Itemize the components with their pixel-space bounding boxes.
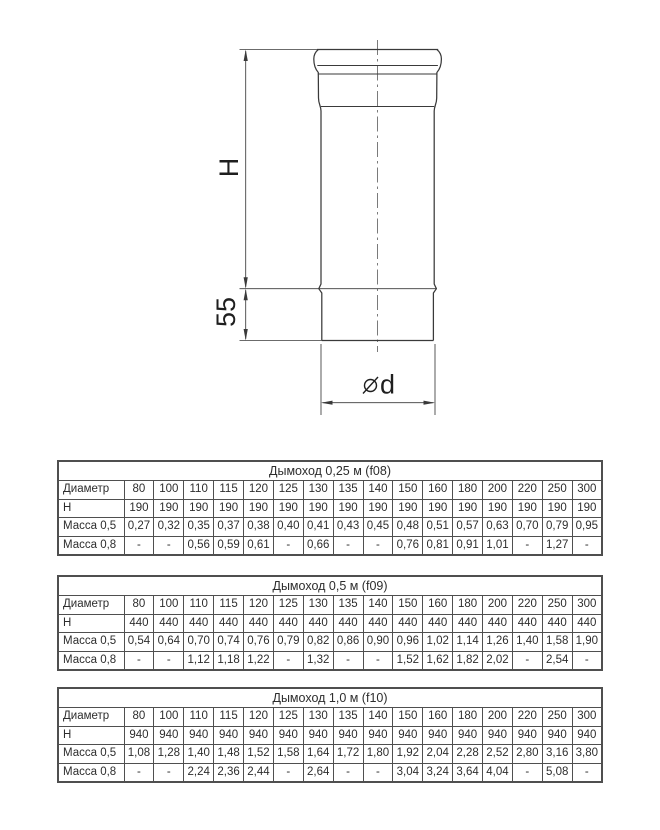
cell: 2,54 [542, 651, 572, 670]
socket-depth-dimension-label: 55 [211, 296, 241, 328]
diameter-sign-icon [363, 377, 378, 394]
arrow-right-icon [424, 401, 436, 405]
cell: - [363, 651, 393, 670]
diameter-dimension-label: d [380, 369, 396, 400]
spec-table-f09 [57, 575, 603, 671]
cell: 190 [244, 499, 274, 518]
cell: 135 [333, 708, 363, 727]
table-row [58, 518, 602, 537]
cell: 940 [333, 726, 363, 745]
row-label: Масса 0,5 [58, 518, 124, 537]
cell: 1,58 [542, 633, 572, 652]
cell: 130 [303, 596, 333, 615]
cell: - [333, 763, 363, 782]
height-dimension-label: H [214, 157, 244, 178]
cell: 3,24 [423, 763, 453, 782]
cell: 1,40 [184, 745, 214, 764]
cell: - [273, 763, 303, 782]
cell: 190 [512, 499, 542, 518]
cell: 130 [303, 708, 333, 727]
cell: 0,38 [244, 518, 274, 537]
cell: 440 [184, 614, 214, 633]
diameter-dimension [321, 370, 435, 405]
cell: 3,04 [393, 763, 423, 782]
cell: 115 [214, 481, 244, 500]
cell: 1,64 [303, 745, 333, 764]
cell: 0,48 [393, 518, 423, 537]
table-row [58, 726, 602, 745]
cell: 1,27 [542, 536, 572, 555]
cell: 1,26 [483, 633, 513, 652]
cell: 0,81 [423, 536, 453, 555]
socket-depth-dimension [211, 289, 248, 341]
cell: 0,63 [483, 518, 513, 537]
row-label: Н [58, 726, 124, 745]
cell: - [154, 763, 184, 782]
spec-table-f09-wrap [57, 575, 603, 671]
cell: 1,02 [423, 633, 453, 652]
cell: 940 [572, 726, 602, 745]
cell: 0,76 [393, 536, 423, 555]
cell: 440 [303, 614, 333, 633]
cell: 125 [273, 481, 303, 500]
cell: 100 [154, 708, 184, 727]
cell: 190 [483, 499, 513, 518]
table-title: Дымоход 0,5 м (f09) [58, 576, 602, 596]
cell: 2,44 [244, 763, 274, 782]
cell: 0,90 [363, 633, 393, 652]
cell: 115 [214, 708, 244, 727]
cell: 135 [333, 481, 363, 500]
arrow-up-icon [244, 50, 248, 62]
cell: 150 [393, 708, 423, 727]
cell: - [572, 763, 602, 782]
cell: 0,37 [214, 518, 244, 537]
cell: 190 [542, 499, 572, 518]
cell: 1,32 [303, 651, 333, 670]
cell: - [273, 536, 303, 555]
cell: 440 [423, 614, 453, 633]
cell: 940 [483, 726, 513, 745]
row-label: Масса 0,8 [58, 536, 124, 555]
cell: 150 [393, 596, 423, 615]
cell: 0,79 [542, 518, 572, 537]
row-label: Н [58, 499, 124, 518]
row-label: Масса 0,5 [58, 745, 124, 764]
cell: 160 [423, 481, 453, 500]
arrow-left-icon [321, 401, 333, 405]
cell: 200 [483, 596, 513, 615]
cell: 160 [423, 708, 453, 727]
cell: 130 [303, 481, 333, 500]
cell: 1,58 [273, 745, 303, 764]
cell: 0,82 [303, 633, 333, 652]
cell: 190 [154, 499, 184, 518]
cell: 440 [124, 614, 154, 633]
cell: 0,56 [184, 536, 214, 555]
cell: 1,82 [453, 651, 483, 670]
cell: 125 [273, 596, 303, 615]
cell: 440 [572, 614, 602, 633]
cell: 0,51 [423, 518, 453, 537]
row-label: Диаметр [58, 708, 124, 727]
cell: 2,02 [483, 651, 513, 670]
cell: 300 [572, 596, 602, 615]
cell: 0,27 [124, 518, 154, 537]
row-label: Масса 0,8 [58, 763, 124, 782]
cell: 2,24 [184, 763, 214, 782]
cell: 1,22 [244, 651, 274, 670]
cell: 1,01 [483, 536, 513, 555]
cell: 200 [483, 708, 513, 727]
table-row [58, 499, 602, 518]
cell: 2,52 [483, 745, 513, 764]
spec-table-f10-wrap [57, 687, 603, 783]
cell: 190 [124, 499, 154, 518]
cell: - [154, 651, 184, 670]
cell: 300 [572, 708, 602, 727]
cell: 190 [214, 499, 244, 518]
cell: 1,12 [184, 651, 214, 670]
cell: 100 [154, 596, 184, 615]
cell: - [572, 536, 602, 555]
cell: 440 [244, 614, 274, 633]
cell: - [512, 763, 542, 782]
cell: 80 [124, 481, 154, 500]
h-dimension [214, 50, 248, 289]
cell: - [154, 536, 184, 555]
cell: 190 [453, 499, 483, 518]
cell: 440 [542, 614, 572, 633]
cell: - [333, 536, 363, 555]
cell: 940 [244, 726, 274, 745]
cell: 440 [363, 614, 393, 633]
cell: 3,80 [572, 745, 602, 764]
cell: 160 [423, 596, 453, 615]
cell: 1,28 [154, 745, 184, 764]
cell: 940 [363, 726, 393, 745]
cell: 190 [333, 499, 363, 518]
cell: 220 [512, 596, 542, 615]
cell: 440 [273, 614, 303, 633]
cell: 0,64 [154, 633, 184, 652]
cell: 1,62 [423, 651, 453, 670]
table-row [58, 481, 602, 500]
cell: 1,52 [393, 651, 423, 670]
cell: 110 [184, 708, 214, 727]
cell: 4,04 [483, 763, 513, 782]
cell: 1,90 [572, 633, 602, 652]
cell: 940 [423, 726, 453, 745]
cell: 0,43 [333, 518, 363, 537]
cell: 940 [184, 726, 214, 745]
cell: 80 [124, 596, 154, 615]
table-row [58, 708, 602, 727]
cell: 0,59 [214, 536, 244, 555]
cell: 440 [393, 614, 423, 633]
cell: 0,61 [244, 536, 274, 555]
cell: 200 [483, 481, 513, 500]
cell: 940 [124, 726, 154, 745]
cell: 190 [393, 499, 423, 518]
cell: 1,52 [244, 745, 274, 764]
row-label: Масса 0,5 [58, 633, 124, 652]
cell: 1,14 [453, 633, 483, 652]
arrow-down-icon [244, 329, 248, 341]
cell: 0,45 [363, 518, 393, 537]
cell: 0,95 [572, 518, 602, 537]
cell: - [572, 651, 602, 670]
table-row [58, 596, 602, 615]
cell: 150 [393, 481, 423, 500]
table-row [58, 763, 602, 782]
cell: 0,79 [273, 633, 303, 652]
cell: 180 [453, 481, 483, 500]
cell: 190 [423, 499, 453, 518]
pipe-wall-left [314, 50, 322, 341]
spec-table-f08 [57, 460, 603, 556]
table-title-row [58, 461, 602, 481]
cell: 5,08 [542, 763, 572, 782]
cell: 940 [393, 726, 423, 745]
cell: 440 [214, 614, 244, 633]
spec-table-f10 [57, 687, 603, 783]
cell: 940 [542, 726, 572, 745]
cell: - [512, 651, 542, 670]
spec-table-f08-wrap [57, 460, 603, 556]
cell: 120 [244, 708, 274, 727]
pipe-wall-right [433, 50, 441, 341]
cell: 190 [303, 499, 333, 518]
cell: 0,74 [214, 633, 244, 652]
cell: 2,80 [512, 745, 542, 764]
cell: 0,57 [453, 518, 483, 537]
cell: 220 [512, 481, 542, 500]
cell: 1,18 [214, 651, 244, 670]
cell: 2,64 [303, 763, 333, 782]
cell: - [124, 651, 154, 670]
cell: 250 [542, 708, 572, 727]
cell: 940 [273, 726, 303, 745]
table-row [58, 651, 602, 670]
table-title: Дымоход 1,0 м (f10) [58, 688, 602, 708]
cell: 940 [512, 726, 542, 745]
cell: 140 [363, 481, 393, 500]
cell: 100 [154, 481, 184, 500]
cell: 440 [483, 614, 513, 633]
arrow-up-icon [244, 289, 248, 301]
cell: 0,76 [244, 633, 274, 652]
cell: 0,91 [453, 536, 483, 555]
cell: 1,40 [512, 633, 542, 652]
row-label: Масса 0,8 [58, 651, 124, 670]
cell: - [363, 536, 393, 555]
cell: 125 [273, 708, 303, 727]
cell: 180 [453, 596, 483, 615]
cell: 0,41 [303, 518, 333, 537]
cell: 0,35 [184, 518, 214, 537]
cell: 180 [453, 708, 483, 727]
cell: 190 [572, 499, 602, 518]
cell: 0,54 [124, 633, 154, 652]
table-row [58, 745, 602, 764]
cell: 440 [453, 614, 483, 633]
cell: 190 [184, 499, 214, 518]
cell: 115 [214, 596, 244, 615]
cell: 140 [363, 708, 393, 727]
cell: 1,72 [333, 745, 363, 764]
cell: 190 [363, 499, 393, 518]
cell: 1,08 [124, 745, 154, 764]
cell: 110 [184, 596, 214, 615]
cell: 0,40 [273, 518, 303, 537]
cell: 2,04 [423, 745, 453, 764]
cell: 3,64 [453, 763, 483, 782]
cell: 440 [512, 614, 542, 633]
cell: 1,92 [393, 745, 423, 764]
cell: 250 [542, 481, 572, 500]
table-row [58, 536, 602, 555]
table-title-row [58, 576, 602, 596]
arrow-down-icon [244, 277, 248, 289]
cell: - [124, 536, 154, 555]
cell: 190 [273, 499, 303, 518]
cell: 3,16 [542, 745, 572, 764]
row-label: Диаметр [58, 481, 124, 500]
cell: 0,70 [184, 633, 214, 652]
table-row [58, 614, 602, 633]
cell: 440 [154, 614, 184, 633]
table-row [58, 633, 602, 652]
cell: - [363, 763, 393, 782]
cell: - [273, 651, 303, 670]
table-title: Дымоход 0,25 м (f08) [58, 461, 602, 481]
cell: 120 [244, 596, 274, 615]
cell: 940 [154, 726, 184, 745]
cell: 220 [512, 708, 542, 727]
table-title-row [58, 688, 602, 708]
cell: 1,80 [363, 745, 393, 764]
cell: 2,28 [453, 745, 483, 764]
cell: 2,36 [214, 763, 244, 782]
cell: - [512, 536, 542, 555]
row-label: Н [58, 614, 124, 633]
cell: 80 [124, 708, 154, 727]
cell: - [124, 763, 154, 782]
cell: 0,66 [303, 536, 333, 555]
cell: 0,96 [393, 633, 423, 652]
cell: 940 [453, 726, 483, 745]
cell: 120 [244, 481, 274, 500]
cell: 440 [333, 614, 363, 633]
cell: - [333, 651, 363, 670]
cell: 0,32 [154, 518, 184, 537]
cell: 140 [363, 596, 393, 615]
cell: 110 [184, 481, 214, 500]
cell: 0,70 [512, 518, 542, 537]
row-label: Диаметр [58, 596, 124, 615]
cell: 135 [333, 596, 363, 615]
cell: 940 [303, 726, 333, 745]
cell: 0,86 [333, 633, 363, 652]
cell: 250 [542, 596, 572, 615]
cell: 300 [572, 481, 602, 500]
cell: 940 [214, 726, 244, 745]
cell: 1,48 [214, 745, 244, 764]
